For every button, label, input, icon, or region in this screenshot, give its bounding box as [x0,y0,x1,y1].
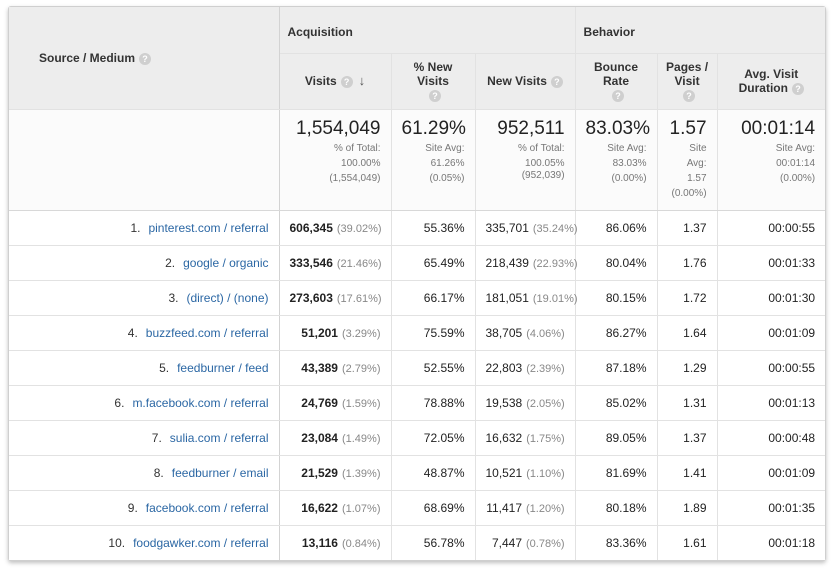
cell-bounce-rate [575,525,657,560]
cell-visits-share: (1.39%) [341,467,381,480]
cell-new-visits-pct [391,280,475,315]
source-link[interactable]: m.facebook.com / referral [132,395,269,410]
cell-avg-visit-duration [717,525,825,560]
cell-visits-share: (1.49%) [341,432,381,445]
cell-new-visits-pct [391,245,475,280]
summary-row [9,109,825,210]
cell-bounce-rate [575,350,657,385]
row-index: 2. [165,255,176,270]
cell-bounce-rate [575,455,657,490]
cell-new-visits-value: 181,051 [485,290,529,305]
help-icon[interactable]: ? [792,83,804,95]
cell-visits-value: 23,084 [301,430,338,445]
cell-new-visits-pct-value: 75.59% [423,325,465,340]
cell-visits [279,490,391,525]
cell-avg-visit-duration [717,245,825,280]
cell-new-visits-value: 38,705 [485,325,523,340]
cell-new-visits-value: 22,803 [485,360,523,375]
cell-pages-per-visit [657,420,717,455]
row-source-cell [9,350,279,385]
cell-new-visits-share: (22.93%) [532,257,578,270]
cell-new-visits [475,455,575,490]
table-row [9,350,825,385]
summary-new-visits-line2: 100.05% (952,039) [521,157,565,181]
cell-avg-visit-duration [717,420,825,455]
group-header-behavior-label: Behavior [583,24,635,39]
column-header-pages-per-visit-line2: Visit [674,74,700,88]
summary-new-visits-pct-line2: 61.26% [430,157,465,169]
column-header-bounce-rate-label: Bounce Rate [594,60,639,88]
cell-new-visits [475,490,575,525]
cell-new-visits-value: 10,521 [485,465,523,480]
cell-pages-per-visit [657,525,717,560]
cell-visits-share: (0.84%) [341,537,381,550]
cell-visits-value: 13,116 [301,535,338,550]
cell-new-visits-pct [391,350,475,385]
cell-pages-per-visit [657,280,717,315]
cell-avg-visit-duration-value: 00:01:09 [768,325,816,340]
row-index: 3. [168,290,179,305]
cell-new-visits-share: (2.05%) [526,397,565,410]
row-source-cell [9,315,279,350]
cell-new-visits-pct-value: 68.69% [423,500,465,515]
table-row [9,490,825,525]
cell-new-visits-pct-value: 55.36% [423,220,465,235]
cell-new-visits-value: 335,701 [485,220,529,235]
help-icon[interactable]: ? [341,76,353,88]
sort-descending-icon[interactable]: ↓ [358,73,366,88]
cell-pages-per-visit-value: 1.37 [683,220,707,235]
cell-pages-per-visit [657,245,717,280]
row-index: 6. [114,395,125,410]
summary-avg-visit-duration-line1: Site Avg: [775,142,816,154]
cell-pages-per-visit-value: 1.89 [683,500,707,515]
column-header-bounce-rate[interactable] [575,53,657,109]
cell-visits-value: 333,546 [289,255,333,270]
cell-visits [279,385,391,420]
cell-new-visits-share: (4.06%) [526,327,565,340]
column-header-avg-visit-duration-line2: Duration [738,81,788,95]
cell-new-visits [475,315,575,350]
cell-new-visits-pct-value: 52.55% [423,360,465,375]
cell-visits [279,350,391,385]
cell-avg-visit-duration-value: 00:01:30 [768,290,816,305]
cell-bounce-rate [575,420,657,455]
source-link[interactable]: facebook.com / referral [145,500,269,515]
cell-visits-share: (3.29%) [341,327,381,340]
cell-new-visits-pct [391,525,475,560]
cell-visits-share: (2.79%) [341,362,381,375]
row-source-cell [9,490,279,525]
cell-pages-per-visit [657,385,717,420]
cell-visits [279,280,391,315]
cell-avg-visit-duration-value: 00:00:55 [768,360,816,375]
cell-new-visits-share: (1.10%) [526,467,565,480]
cell-visits-value: 273,603 [289,290,333,305]
cell-bounce-rate [575,210,657,245]
cell-new-visits [475,210,578,245]
cell-new-visits-pct [391,490,475,525]
summary-pages-per-visit-value: 1.57 [669,117,707,139]
cell-visits-share: (1.07%) [341,502,381,515]
cell-bounce-rate-value: 80.04% [605,255,647,270]
cell-visits-value: 606,345 [289,220,333,235]
cell-visits-share: (21.46%) [336,257,382,270]
cell-pages-per-visit [657,350,717,385]
cell-pages-per-visit [657,490,717,525]
cell-bounce-rate [575,280,657,315]
summary-visits [279,109,391,210]
help-icon[interactable]: ? [612,90,624,102]
cell-bounce-rate [575,385,657,420]
cell-new-visits-share: (1.20%) [526,502,565,515]
cell-new-visits [475,245,578,280]
row-index: 7. [151,430,162,445]
source-link[interactable]: (direct) / (none) [186,290,269,305]
column-header-new-visits-label: New Visits [487,74,547,88]
cell-new-visits [475,525,575,560]
cell-avg-visit-duration-value: 00:00:55 [768,220,816,235]
cell-bounce-rate-value: 86.06% [605,220,647,235]
summary-bounce-rate-value: 83.03% [585,117,650,139]
source-link[interactable]: google / organic [183,255,269,270]
help-icon[interactable]: ? [683,90,695,102]
cell-bounce-rate [575,315,657,350]
cell-new-visits-pct-value: 65.49% [423,255,465,270]
cell-avg-visit-duration [717,210,825,245]
summary-bounce-rate-line2: 83.03% [612,157,647,169]
table-row [9,420,825,455]
table-row [9,315,825,350]
summary-new-visits-pct [391,109,475,210]
cell-avg-visit-duration-value: 00:01:13 [768,395,816,410]
cell-avg-visit-duration [717,315,825,350]
cell-visits-value: 21,529 [301,465,338,480]
cell-visits-share: (39.02%) [336,222,382,235]
source-link[interactable]: buzzfeed.com / referral [145,325,269,340]
column-header-new-visits[interactable] [475,53,575,109]
cell-new-visits-share: (19.01%) [532,292,578,305]
cell-new-visits-pct-value: 72.05% [423,430,465,445]
cell-avg-visit-duration [717,490,825,525]
cell-avg-visit-duration-value: 00:01:33 [768,255,816,270]
source-link[interactable]: sulia.com / referral [169,430,269,445]
cell-avg-visit-duration [717,280,825,315]
cell-avg-visit-duration [717,385,825,420]
cell-new-visits-pct-value: 78.88% [423,395,465,410]
cell-new-visits-pct [391,210,475,245]
cell-new-visits-pct-value: 66.17% [423,290,465,305]
group-header-behavior [575,7,825,53]
column-header-new-visits-pct-label: % New Visits [413,60,453,88]
cell-bounce-rate-value: 80.15% [605,290,647,305]
cell-visits [279,315,391,350]
cell-visits-value: 51,201 [301,325,338,340]
cell-new-visits-share: (35.24%) [532,222,578,235]
cell-pages-per-visit-value: 1.29 [683,360,707,375]
row-index: 5. [159,360,170,375]
cell-new-visits-pct-value: 56.78% [423,535,465,550]
cell-pages-per-visit-value: 1.61 [683,535,707,550]
cell-visits-value: 43,389 [301,360,338,375]
source-link[interactable]: feedburner / feed [177,360,269,375]
cell-pages-per-visit-value: 1.72 [683,290,707,305]
row-source-cell [9,385,279,420]
cell-bounce-rate-value: 81.69% [605,465,647,480]
source-link[interactable]: feedburner / email [171,465,269,480]
cell-new-visits [475,280,578,315]
table-row [9,385,825,420]
summary-bounce-rate [575,109,657,210]
row-source-cell [9,245,279,280]
summary-visits-line3: (1,554,049) [329,172,381,184]
cell-new-visits [475,420,575,455]
cell-new-visits-pct [391,315,475,350]
row-index: 10. [108,535,126,550]
cell-pages-per-visit-value: 1.76 [683,255,707,270]
cell-new-visits-pct-value: 48.87% [423,465,465,480]
cell-bounce-rate [575,490,657,525]
cell-new-visits-share: (1.75%) [526,432,565,445]
row-source-cell [9,420,279,455]
cell-bounce-rate-value: 80.18% [605,500,647,515]
help-icon[interactable]: ? [139,53,151,65]
table-row [9,245,825,280]
cell-bounce-rate-value: 89.05% [605,430,647,445]
table-row [9,210,825,245]
cell-bounce-rate-value: 87.18% [605,360,647,375]
source-link[interactable]: pinterest.com / referral [148,220,269,235]
summary-source-cell [9,109,279,210]
column-header-avg-visit-duration[interactable] [717,53,825,109]
traffic-sources-table [9,7,825,560]
cell-avg-visit-duration-value: 00:01:18 [768,535,816,550]
summary-bounce-rate-line3: (0.00%) [611,172,647,184]
row-source-cell [9,455,279,490]
column-header-avg-visit-duration-line1: Avg. Visit [744,67,799,81]
cell-new-visits-value: 11,417 [486,500,522,515]
table-row [9,455,825,490]
summary-new-visits-value: 952,511 [497,117,565,139]
cell-new-visits-pct [391,385,475,420]
cell-visits-value: 24,769 [301,395,338,410]
cell-avg-visit-duration [717,455,825,490]
cell-bounce-rate [575,245,657,280]
summary-avg-visit-duration [717,109,825,210]
cell-pages-per-visit-value: 1.37 [683,430,707,445]
cell-pages-per-visit [657,315,717,350]
cell-pages-per-visit-value: 1.41 [683,465,707,480]
cell-new-visits-value: 218,439 [485,255,529,270]
summary-visits-line2: 100.00% [341,157,381,169]
row-index: 4. [127,325,138,340]
table-row [9,525,825,560]
cell-visits [279,210,391,245]
summary-bounce-rate-line1: Site Avg: [607,142,647,154]
group-header-acquisition [279,7,575,53]
cell-new-visits [475,350,575,385]
summary-visits-value: 1,554,049 [295,117,381,139]
summary-avg-visit-duration-line3: (0.00%) [780,172,816,184]
row-index: 1. [130,220,141,235]
column-header-pages-per-visit-line1: Pages / [666,60,709,74]
table-header [9,7,825,109]
cell-bounce-rate-value: 86.27% [605,325,647,340]
column-header-visits-label: Visits [304,74,337,88]
cell-visits-share: (17.61%) [336,292,382,305]
cell-pages-per-visit [657,210,717,245]
cell-new-visits-value: 19,538 [485,395,523,410]
cell-new-visits-value: 7,447 [491,535,522,550]
summary-pages-per-visit-line4: (0.00%) [671,187,707,199]
summary-visits-line1: % of Total: [333,142,381,154]
cell-bounce-rate-value: 83.36% [605,535,647,550]
cell-pages-per-visit [657,455,717,490]
cell-visits-value: 16,622 [301,500,338,515]
group-header-row [9,7,825,53]
summary-new-visits-line1: % of Total: [518,142,565,154]
row-source-cell [9,525,279,560]
cell-pages-per-visit-value: 1.64 [683,325,707,340]
summary-pages-per-visit [657,109,717,210]
summary-new-visits-pct-line1: Site Avg: [425,142,465,154]
cell-visits [279,455,391,490]
cell-new-visits-share: (0.78%) [526,537,565,550]
cell-avg-visit-duration-value: 00:01:09 [768,465,816,480]
summary-new-visits-pct-line3: (0.05%) [429,172,465,184]
row-source-cell [9,280,279,315]
cell-new-visits-share: (2.39%) [526,362,565,375]
summary-new-visits-pct-value: 61.29% [401,117,466,139]
summary-pages-per-visit-line1: Site [689,142,707,154]
cell-visits-share: (1.59%) [341,397,381,410]
group-header-acquisition-label: Acquisition [287,24,353,39]
column-header-new-visits-pct[interactable] [391,53,475,109]
cell-bounce-rate-value: 85.02% [605,395,647,410]
help-icon[interactable]: ? [429,90,441,102]
table-row [9,280,825,315]
row-index: 8. [153,465,164,480]
cell-new-visits-value: 16,632 [485,430,523,445]
cell-visits [279,245,391,280]
column-header-source-medium-label: Source / Medium [39,50,136,65]
help-icon[interactable]: ? [551,76,563,88]
cell-avg-visit-duration [717,350,825,385]
traffic-sources-report [8,6,826,561]
column-header-source-medium[interactable] [9,7,279,109]
cell-new-visits-pct [391,420,475,455]
cell-avg-visit-duration-value: 00:01:35 [768,500,816,515]
summary-new-visits [475,109,575,210]
cell-new-visits [475,385,575,420]
cell-visits [279,525,391,560]
cell-avg-visit-duration-value: 00:00:48 [768,430,816,445]
table-body [9,109,825,560]
source-link[interactable]: foodgawker.com / referral [133,535,269,550]
column-header-visits[interactable] [279,53,391,109]
summary-pages-per-visit-line2: Avg: [686,157,707,169]
cell-visits [279,420,391,455]
cell-new-visits-pct [391,455,475,490]
row-index: 9. [127,500,138,515]
summary-avg-visit-duration-line2: 00:01:14 [776,157,816,169]
row-source-cell [9,210,279,245]
summary-pages-per-visit-line3: 1.57 [687,172,707,184]
summary-avg-visit-duration-value: 00:01:14 [741,117,816,139]
cell-pages-per-visit-value: 1.31 [683,395,707,410]
column-header-pages-per-visit[interactable] [657,53,717,109]
